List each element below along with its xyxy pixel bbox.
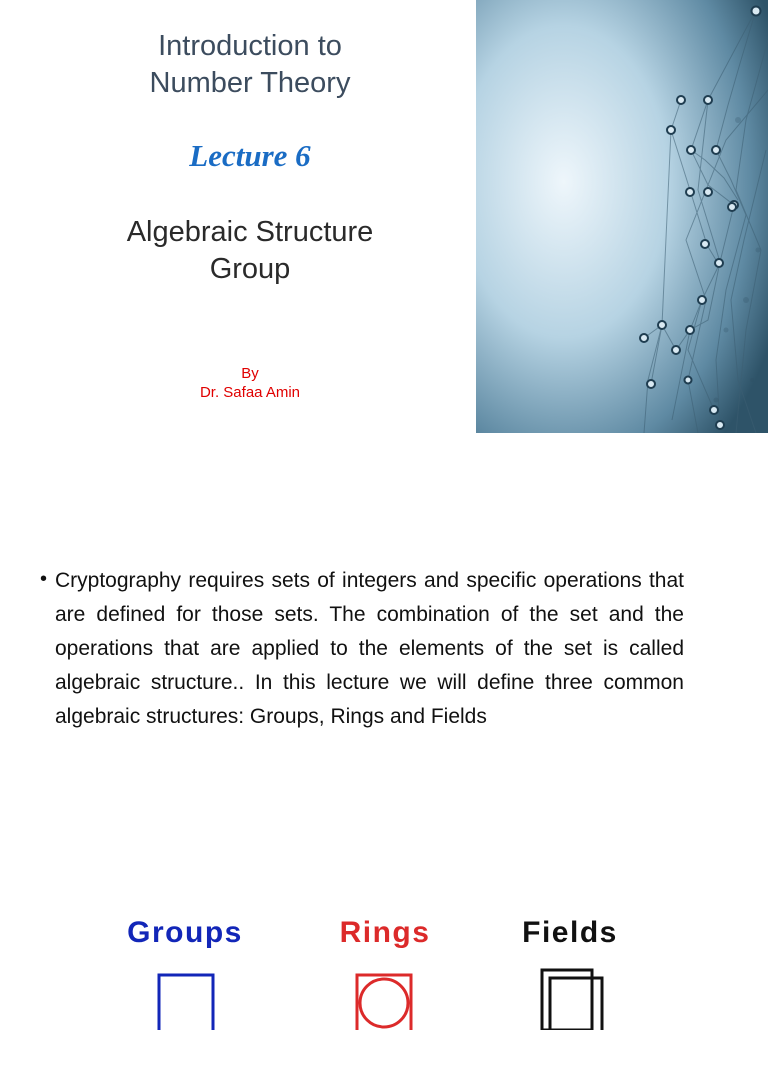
lecture-number: Lecture 6 xyxy=(189,138,311,173)
groups-label: Groups xyxy=(127,916,243,949)
rings-circle-icon xyxy=(352,970,422,1030)
author-name: Dr. Safaa Amin xyxy=(199,384,301,401)
rings-label: Rings xyxy=(339,916,431,949)
fields-label: Fields xyxy=(522,916,618,949)
fields-stacked-squares-icon xyxy=(538,966,618,1030)
bullet-item xyxy=(40,564,684,734)
byline xyxy=(60,364,440,402)
content-slide xyxy=(0,540,768,1024)
topic xyxy=(60,214,440,288)
by-label: By xyxy=(241,365,259,382)
topic-line1: Algebraic Structure xyxy=(126,216,374,248)
course-title-line2: Number Theory xyxy=(149,67,351,99)
course-title-line1: Introduction to xyxy=(158,30,342,62)
bullet-icon: • xyxy=(40,568,48,590)
bullet-text: Cryptography requires sets of integers and specific operations that are defined for those sets. The combination of the set and the operations that are applied to the elements of the set is called algebraic structure.. In this lecture we will define three common algebraic structures: Groups, Rings and Fields xyxy=(55,569,684,728)
structures-graphic xyxy=(60,866,710,1066)
groups-square-icon xyxy=(154,970,224,1030)
course-title xyxy=(60,28,440,102)
topic-line2: Group xyxy=(209,253,291,285)
network-image xyxy=(476,0,768,433)
title-slide xyxy=(0,0,768,433)
